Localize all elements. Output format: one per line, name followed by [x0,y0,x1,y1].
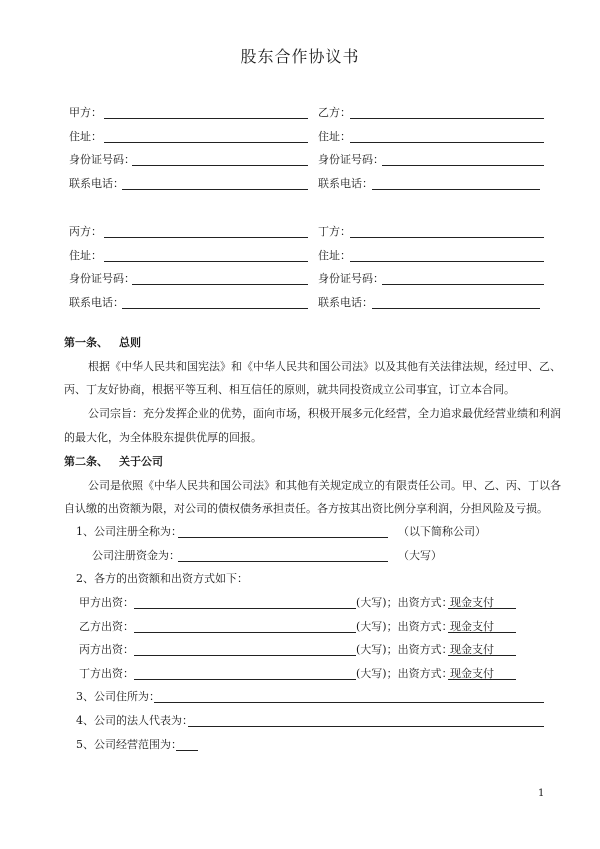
registered-capital-field[interactable] [178,561,388,562]
contribution-party-label: 丁方出资： [79,667,134,680]
contribution-unit-label: (大写)；出资方式： [356,620,453,633]
party-b-name-field[interactable] [350,118,544,119]
business-scope-field[interactable] [176,750,198,751]
article-1-heading: 第一条、 [64,336,108,349]
party-c-address-label: 住址： [69,249,102,262]
party-b-address-field[interactable] [350,142,544,143]
item-1b-label: 公司注册资金为： [92,549,180,562]
article-2-title: 关于公司 [119,455,163,468]
party-d-name-label: 丁方： [318,225,351,238]
party-d-address-label: 住址： [318,249,351,262]
party-a-phone-label: 联系电话： [69,177,124,190]
party-a-name-label: 甲方： [69,106,102,119]
party-a-name-field[interactable] [104,118,308,119]
item-5-label: 5、公司经营范围为： [76,738,182,751]
party-a-id-field[interactable] [132,165,308,166]
contribution-method-underline [448,608,516,609]
party-a-id-label: 身份证号码： [69,153,135,166]
article-2-para-line-1: 公司是依照《中华人民共和国公司法》和其他有关规定成立的有限责任公司。甲、乙、丙、丁以各 [88,479,561,492]
contribution-method-underline [448,632,516,633]
contribution-method-value[interactable]: 现金支付 [450,620,494,633]
item-4-label: 4、公司的法人代表为： [76,714,193,727]
item-1-label: 1、公司注册全称为： [76,525,182,538]
party-a-address-label: 住址： [69,130,102,143]
article-1-para-2-line-1: 公司宗旨：充分发挥企业的优势，面向市场，积极开展多元化经营，全力追求最优经营业绩和利润 [88,407,561,420]
party-c-id-field[interactable] [132,284,308,285]
party-a-address-field[interactable] [104,142,308,143]
party-c-phone-label: 联系电话： [69,296,124,309]
contribution-party-label: 乙方出资： [79,620,134,633]
article-1-para-1-line-1: 根据《中华人民共和国宪法》和《中华人民共和国公司法》以及其他有关法律法规，经过甲、乙、 [88,360,561,373]
contribution-method-value[interactable]: 现金支付 [450,596,494,609]
contribution-method-value[interactable]: 现金支付 [450,667,494,680]
party-d-phone-label: 联系电话： [318,296,373,309]
contribution-method-value[interactable]: 现金支付 [450,643,494,656]
article-1-title: 总则 [119,336,141,349]
party-d-name-field[interactable] [350,237,544,238]
party-c-name-field[interactable] [104,237,308,238]
party-b-id-field[interactable] [382,165,544,166]
party-c-address-field[interactable] [104,261,308,262]
party-d-id-label: 身份证号码： [318,272,384,285]
company-name-field[interactable] [178,537,388,538]
article-2-heading: 第二条、 [64,455,108,468]
party-b-address-label: 住址： [318,130,351,143]
article-1-para-1-line-2: 丙、丁友好协商，根据平等互利、相互信任的原则，就共同投资成立公司事宜，订立本合同。 [64,383,515,396]
contribution-party-label: 甲方出资： [79,596,134,609]
contribution-amount-field[interactable] [134,655,356,656]
company-address-field[interactable] [154,702,544,703]
item-1b-note: （大写） [398,549,442,562]
party-b-name-label: 乙方： [318,106,351,119]
legal-representative-field[interactable] [188,726,544,727]
contribution-unit-label: (大写)；出资方式： [356,643,453,656]
party-d-address-field[interactable] [350,261,544,262]
party-c-name-label: 丙方： [69,225,102,238]
document-title: 股东合作协议书 [240,47,360,66]
party-b-id-label: 身份证号码： [318,153,384,166]
article-2-para-line-2: 自认缴的出资额为限，对公司的债权债务承担责任。各方按其出资比例分享利润，分担风险及亏损。 [64,502,548,515]
party-d-phone-field[interactable] [372,308,540,309]
item-1-note: （以下简称公司） [398,525,486,538]
contribution-party-label: 丙方出资： [79,643,134,656]
contribution-amount-field[interactable] [134,608,356,609]
contribution-method-underline [448,679,516,680]
party-d-id-field[interactable] [382,284,544,285]
contribution-method-underline [448,655,516,656]
contribution-unit-label: (大写)；出资方式： [356,667,453,680]
party-a-phone-field[interactable] [122,189,308,190]
party-b-phone-label: 联系电话： [318,177,373,190]
contribution-amount-field[interactable] [134,679,356,680]
page-number: 1 [538,788,545,799]
party-c-phone-field[interactable] [122,308,308,309]
item-3-label: 3、公司住所为： [76,690,160,703]
contribution-amount-field[interactable] [134,632,356,633]
contribution-unit-label: (大写)；出资方式： [356,596,453,609]
article-1-para-2-line-2: 的最大化，为全体股东提供优厚的回报。 [64,431,262,444]
party-b-phone-field[interactable] [372,189,540,190]
item-2-label: 2、各方的出资额和出资方式如下： [76,572,248,585]
party-c-id-label: 身份证号码： [69,272,135,285]
